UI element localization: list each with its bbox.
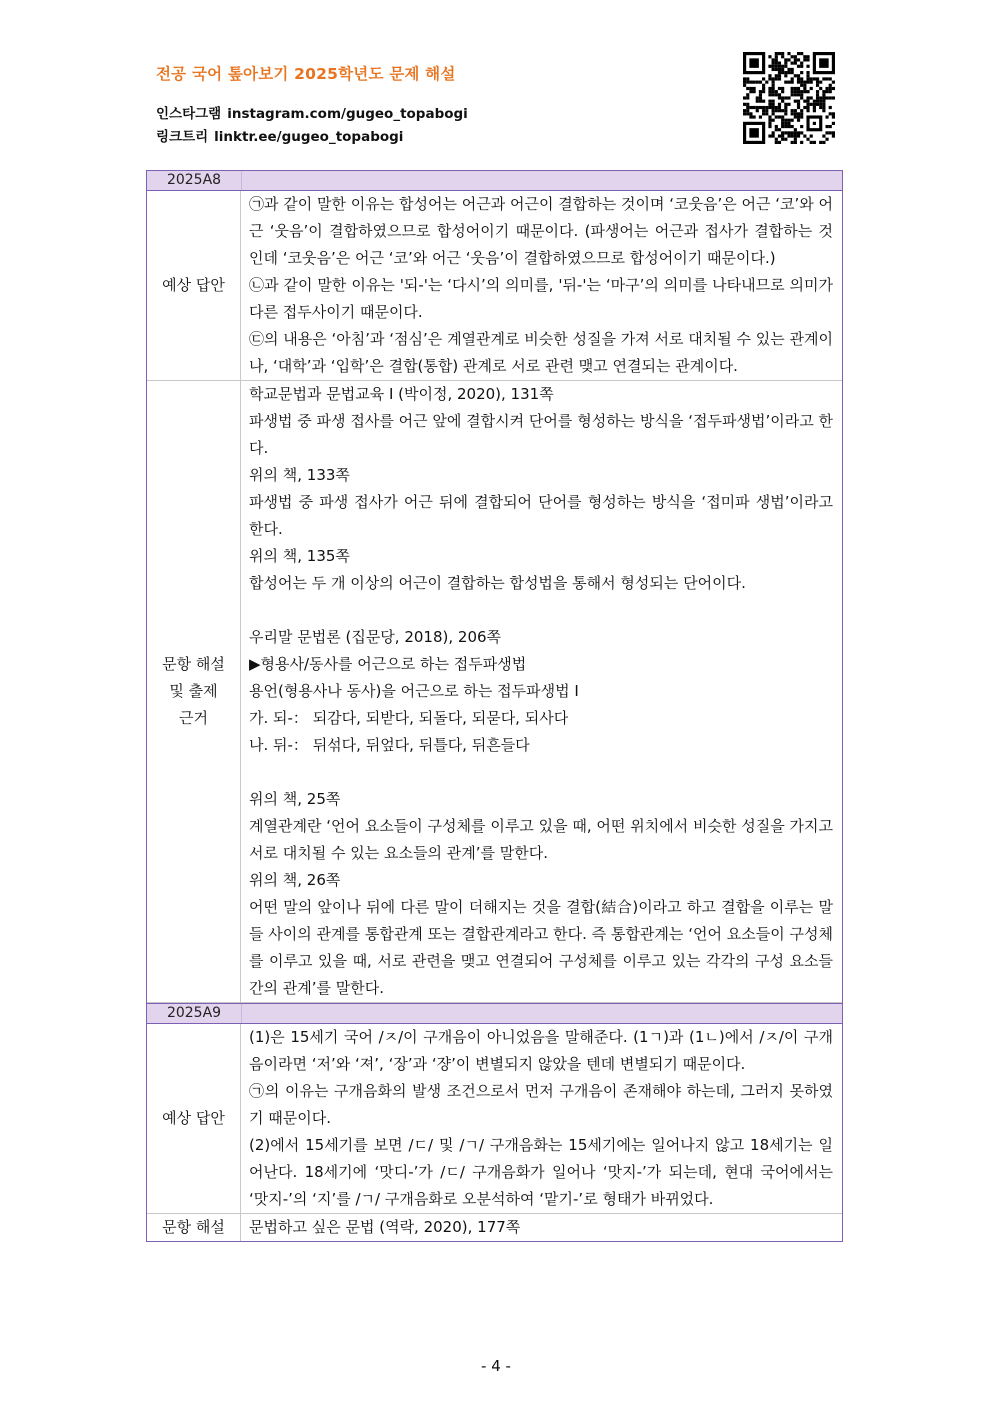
basis-content (241, 381, 842, 1002)
basis-label-line: 및 출제 (169, 682, 218, 700)
basis-line: 위의 책, 133쪽 (249, 466, 350, 484)
basis-line: 문법하고 싶은 문법 (역락, 2020), 177쪽 (249, 1218, 521, 1236)
section-header-a8 (147, 171, 842, 191)
qr-code-icon[interactable] (743, 52, 835, 144)
instagram-line (156, 103, 716, 126)
basis-line: 학교문법과 문법교육 I (박이정, 2020), 131쪽 (249, 385, 554, 403)
basis-row-a9 (147, 1214, 842, 1241)
basis-line: ▶형용사/동사를 어근으로 하는 접두파생법 (249, 655, 527, 673)
instagram-label: 인스타그램 (156, 106, 222, 122)
linktree-label: 링크트리 (156, 129, 209, 145)
answer-label: 예상 답안 (147, 191, 241, 380)
answer-row-a9 (147, 1024, 842, 1214)
document-header (156, 62, 716, 149)
linktree-link[interactable]: linktr.ee/gugeo_topabogi (214, 129, 404, 145)
basis-label: 문항 해설 (147, 1214, 241, 1241)
answer-paragraph: ㉠과 같이 말한 이유는 합성어는 어근과 어근이 결합하는 것이며 ‘코웃음’은 어근 ‘코’와 어근 ‘웃음’이 결합하였으므로 합성어이기 때문이다. (파생어는 어근과 접사가 결합하는 것인데 ‘코웃음’은 어근 ‘코’와 어근 ‘웃음’이 결합하였으므로 합성어이기 때문이다.) (249, 195, 833, 267)
page-number: - 4 - (481, 1357, 511, 1375)
social-links (156, 103, 716, 149)
section-code: 2025A8 (147, 171, 242, 190)
basis-line: 가. 되-： 되감다, 되받다, 되돌다, 되묻다, 되사다 (249, 709, 569, 727)
basis-line: 계열관계란 ‘언어 요소들이 구성체를 이루고 있을 때, 어떤 위치에서 비슷한 성질을 가지고 서로 대치될 수 있는 요소들의 관계’를 말한다. (249, 817, 833, 862)
answer-row-a8 (147, 191, 842, 381)
basis-line: 파생법 중 파생 접사가 어근 뒤에 결합되어 단어를 형성하는 방식을 ‘접미파 생법’이라고 한다. (249, 493, 833, 538)
basis-line: 용언(형용사나 동사)을 어근으로 하는 접두파생법 I (249, 682, 579, 700)
answer-paragraph: ㉠의 이유는 구개음화의 발생 조건으로서 먼저 구개음이 존재해야 하는데, 그러지 못하였기 때문이다. (249, 1082, 833, 1127)
basis-label (147, 381, 241, 1002)
basis-row-a8 (147, 381, 842, 1003)
basis-line: 파생법 중 파생 접사를 어근 앞에 결합시켜 단어를 형성하는 방식을 ‘접두파생법’이라고 한다. (249, 412, 833, 457)
basis-content (241, 1214, 842, 1241)
basis-line: 어떤 말의 앞이나 뒤에 다른 말이 더해지는 것을 결합(結合)이라고 하고 결합을 이루는 말들 사이의 관계를 통합관계 또는 결합관계라고 한다. 즉 통합관계는 ‘언어 요소들이 구성체를 이루고 있을 때, 서로 관련을 맺고 연결되어 구성체를 이루고 있는 각각의 구성 요소들 간의 관계’를 말한다. (249, 898, 833, 997)
section-header-a9 (147, 1003, 842, 1024)
basis-line: 우리말 문법론 (집문당, 2018), 206쪽 (249, 628, 502, 646)
basis-line: 위의 책, 135쪽 (249, 547, 350, 565)
answer-table (146, 170, 843, 1242)
answer-paragraph: (1)은 15세기 국어 /ㅈ/이 구개음이 아니었음을 말해준다. (1ㄱ)과 (1ㄴ)에서 /ㅈ/이 구개음이라면 ‘저’와 ‘져’, ‘장’과 ‘쟝’이 변별되지 않았을 텐데 변별되기 때문이다. (249, 1028, 833, 1073)
linktree-line (156, 126, 716, 149)
basis-line: 나. 뒤-： 뒤섞다, 뒤엎다, 뒤틀다, 뒤흔들다 (249, 736, 530, 754)
answer-content (241, 191, 842, 380)
basis-label-line: 근거 (179, 709, 208, 727)
document-title: 전공 국어 톺아보기 2025학년도 문제 해설 (156, 65, 456, 83)
basis-line: 합성어는 두 개 이상의 어근이 결합하는 합성법을 통해서 형성되는 단어이다. (249, 574, 746, 592)
basis-line: 위의 책, 26쪽 (249, 871, 341, 889)
answer-label: 예상 답안 (147, 1024, 241, 1213)
section-code: 2025A9 (147, 1004, 242, 1023)
answer-paragraph: ㉢의 내용은 ‘아침’과 ‘점심’은 계열관계로 비슷한 성질을 가져 서로 대치될 수 있는 관계이나, ‘대학’과 ‘입학’은 결합(통합) 관계로 서로 관련 맺고 연결되는 관계이다. (249, 330, 833, 375)
basis-label-line: 문항 해설 (162, 655, 225, 673)
answer-content (241, 1024, 842, 1213)
answer-paragraph: (2)에서 15세기를 보면 /ㄷ/ 및 /ㄱ/ 구개음화는 15세기에는 일어나지 않고 18세기는 일어난다. 18세기에 ‘맛디-’가 /ㄷ/ 구개음화가 일어나 ‘맛지-’가 되는데, 현대 국어에서는 ‘맛지-’의 ‘지’를 /ㄱ/ 구개음화로 오분석하여 ‘맡기-’로 형태가 바뀌었다. (249, 1136, 833, 1208)
answer-paragraph: ㉡과 같이 말한 이유는 '되-'는 ‘다시’의 의미를, '뒤-'는 ‘마구’의 의미를 나타내므로 의미가 다른 접두사이기 때문이다. (249, 276, 833, 321)
instagram-link[interactable]: instagram.com/gugeo_topabogi (227, 106, 468, 122)
basis-line: 위의 책, 25쪽 (249, 790, 341, 808)
